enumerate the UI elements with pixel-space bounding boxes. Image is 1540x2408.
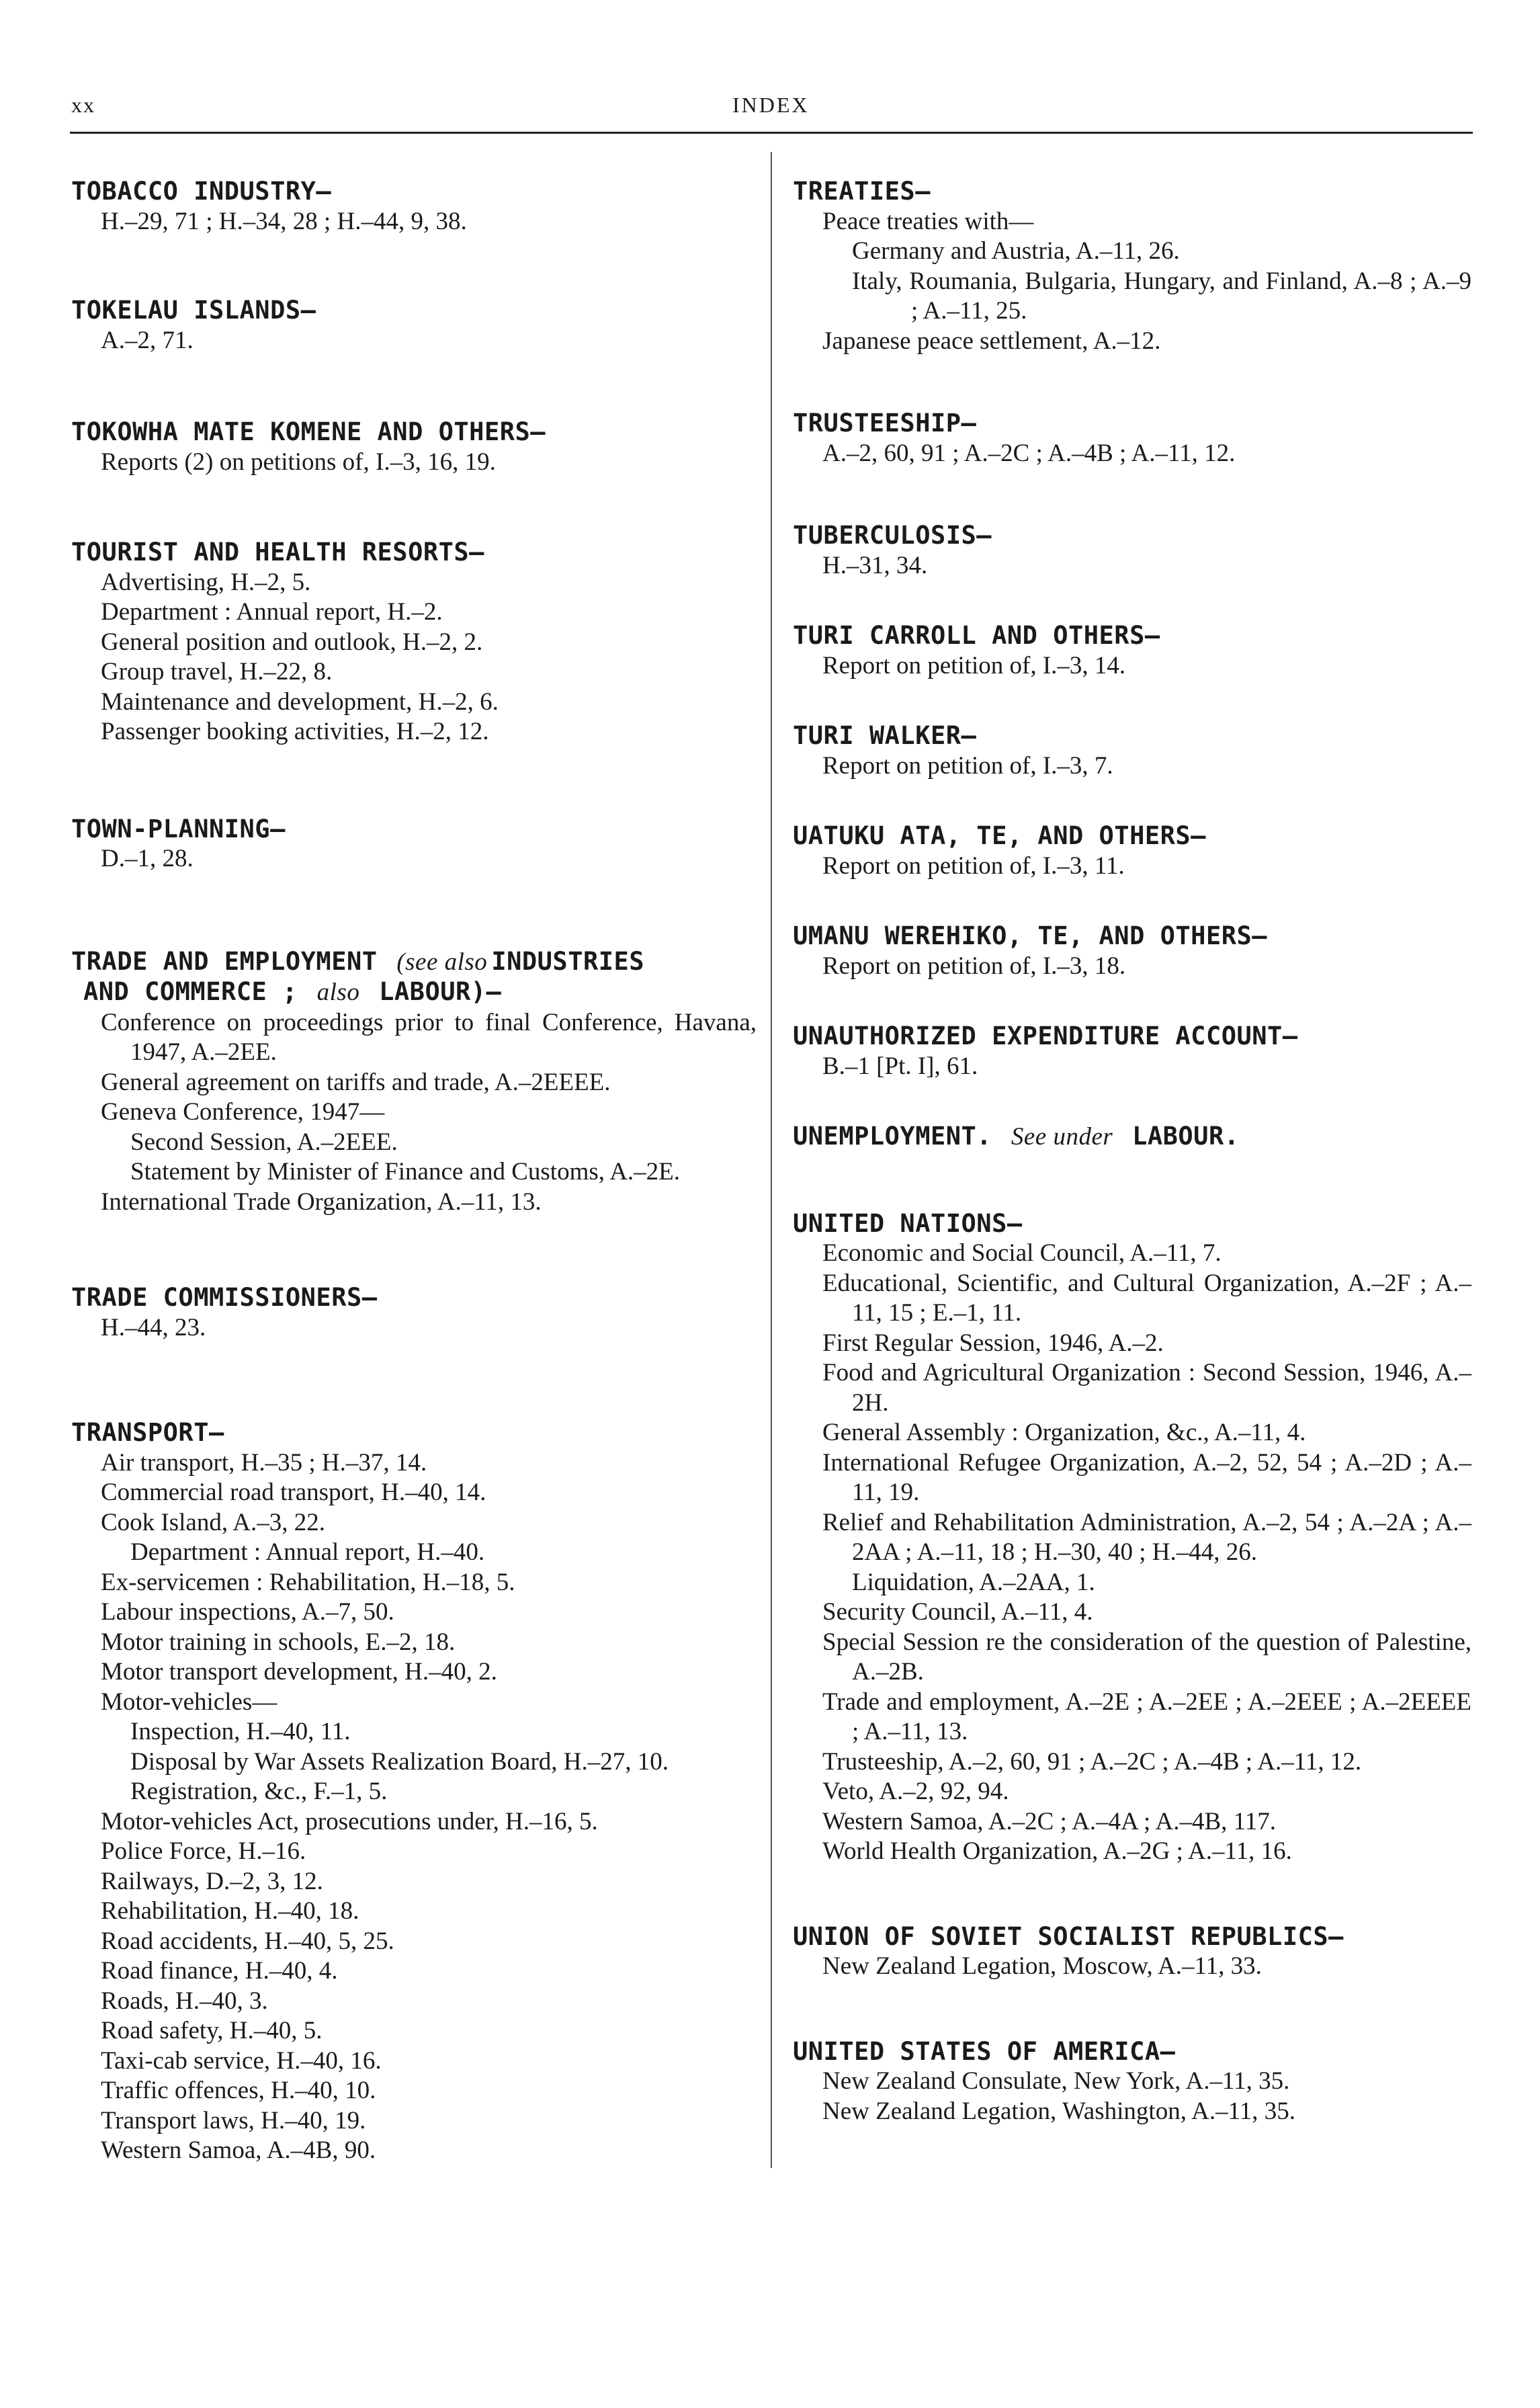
entry-heading: UNITED STATES OF AMERICA— <box>793 2036 1176 2066</box>
index-entry <box>71 1283 757 1343</box>
entry-line: Group travel, H.–22, 8. <box>101 658 333 686</box>
entry-line: A.–2, 71. <box>101 326 194 354</box>
entry-line: Police Force, H.–16. <box>101 1837 306 1865</box>
entry-line: General Assembly : Organization, &c., A.–11, 4. <box>822 1419 1306 1446</box>
entry-heading: TOWN-PLANNING— <box>71 814 286 843</box>
entry-line: Western Samoa, A.–2C ; A.–4A ; A.–4B, 117. <box>822 1807 1277 1835</box>
entry-heading: UNAUTHORIZED EXPENDITURE ACCOUNT— <box>793 1022 1298 1050</box>
index-entry <box>793 1022 1471 1081</box>
entry-line: Commercial road transport, H.–40, 14. <box>101 1479 486 1506</box>
also-label: also <box>316 979 360 1006</box>
entry-line: Road finance, H.–40, 4. <box>101 1957 338 1985</box>
index-entry <box>793 409 1471 468</box>
entry-line: Maintenance and development, H.–2, 6. <box>101 688 499 716</box>
entry-line: Registration, &c., F.–1, 5. <box>130 1778 388 1805</box>
index-entry <box>793 177 1471 356</box>
heading-part: INDUSTRIES <box>491 946 645 976</box>
entry-line: Special Session re the consideration of the question of Palestine, A.–2B. <box>822 1628 1471 1686</box>
entry-line: Food and Agricultural Organization : Second Session, 1946, A.–2H. <box>822 1359 1471 1417</box>
entry-heading <box>793 1122 1471 1153</box>
entry-line: Disposal by War Assets Realization Board, H.–27, 10. <box>130 1747 669 1776</box>
entry-line: Motor-vehicles— <box>101 1688 277 1716</box>
entry-line: Road safety, H.–40, 5. <box>101 2017 323 2044</box>
entry-heading: TREATIES— <box>793 177 931 206</box>
heading-part: LABOUR. <box>1132 1122 1240 1151</box>
entry-line: Germany and Austria, A.–11, 26. <box>852 237 1180 265</box>
entry-line: Railways, D.–2, 3, 12. <box>101 1867 323 1895</box>
entry-line: Western Samoa, A.–4B, 90. <box>101 2136 376 2164</box>
entry-line: Liquidation, A.–2AA, 1. <box>852 1568 1095 1596</box>
entry-heading: UNION OF SOVIET SOCIALIST REPUBLICS— <box>793 1921 1344 1951</box>
entry-line: H.–44, 23. <box>101 1313 206 1341</box>
index-entry <box>793 1922 1471 1982</box>
heading-part: LABOUR)— <box>379 977 502 1006</box>
index-entry <box>793 1122 1471 1153</box>
entry-heading: TRUSTEESHIP— <box>793 409 977 438</box>
entry-line: A.–2, 60, 91 ; A.–2C ; A.–4B ; A.–11, 12. <box>822 439 1236 467</box>
heading-part: TRADE AND EMPLOYMENT <box>71 946 378 976</box>
right-column <box>793 177 1471 2198</box>
entry-line: H.–29, 71 ; H.–34, 28 ; H.–44, 9, 38. <box>101 207 467 235</box>
entry-heading: TUBERCULOSIS— <box>793 521 992 550</box>
entry-line: Report on petition of, I.–3, 18. <box>822 952 1126 980</box>
entry-line: Italy, Roumania, Bulgaria, Hungary, and Finland, A.–8 ; A.–9 ; A.–11, 25. <box>852 267 1471 325</box>
header-rule <box>70 132 1473 134</box>
index-entry <box>793 1209 1471 1867</box>
entry-line: Report on petition of, I.–3, 11. <box>822 852 1125 880</box>
entry-line: Statement by Minister of Finance and Customs, A.–2E. <box>130 1158 681 1186</box>
index-entry <box>71 177 757 237</box>
entry-heading: TURI WALKER— <box>793 721 977 750</box>
entry-line: Economic and Social Council, A.–11, 7. <box>822 1239 1222 1267</box>
page-title: INDEX <box>732 93 810 117</box>
entry-line: Passenger booking activities, H.–2, 12. <box>101 718 489 745</box>
column-divider <box>771 152 772 2168</box>
index-entry <box>793 821 1471 881</box>
see-also-label: (see also <box>396 948 488 976</box>
index-entry <box>71 947 757 1218</box>
entry-line: Security Council, A.–11, 4. <box>822 1598 1093 1626</box>
index-entry <box>793 2037 1471 2127</box>
entry-heading: TOKOWHA MATE KOMENE AND OTHERS— <box>71 417 546 446</box>
entry-heading: UNITED NATIONS— <box>793 1208 1023 1238</box>
entry-line: Report on petition of, I.–3, 7. <box>822 751 1113 780</box>
entry-line: Japanese peace settlement, A.–12. <box>822 327 1161 355</box>
index-entry <box>793 921 1471 981</box>
index-entry <box>71 538 757 747</box>
entry-heading: TURI CARROLL AND OTHERS— <box>793 621 1160 650</box>
entry-line: Ex-servicemen : Rehabilitation, H.–18, 5. <box>101 1568 515 1596</box>
entry-heading-continued <box>71 977 757 1008</box>
index-entry <box>71 815 757 874</box>
entry-line: Rehabilitation, H.–40, 18. <box>101 1897 359 1925</box>
entry-line: Road accidents, H.–40, 5, 25. <box>101 1927 394 1955</box>
entry-line: General position and outlook, H.–2, 2. <box>101 628 483 656</box>
entry-line: Geneva Conference, 1947— <box>101 1098 385 1126</box>
entry-line: Second Session, A.–2EEE. <box>130 1128 398 1156</box>
heading-part: UNEMPLOYMENT. <box>793 1122 992 1151</box>
entry-line: H.–31, 34. <box>822 551 928 579</box>
index-entry <box>793 621 1471 681</box>
entry-heading: TRADE COMMISSIONERS— <box>71 1283 378 1312</box>
entry-line: B.–1 [Pt. I], 61. <box>822 1052 978 1080</box>
entry-line: Advertising, H.–2, 5. <box>101 568 311 596</box>
entry-line: First Regular Session, 1946, A.–2. <box>822 1329 1164 1357</box>
entry-line: Trade and employment, A.–2E ; A.–2EE ; A.–2EEE ; A.–2EEEE ; A.–11, 13. <box>822 1688 1471 1745</box>
entry-line: Relief and Rehabilitation Administration, A.–2, 54 ; A.–2A ; A.–2AA ; A.–11, 18 ; H.–30, 40 ; H.–44, 26. <box>822 1508 1471 1566</box>
entry-heading: UMANU WEREHIKO, TE, AND OTHERS— <box>793 921 1268 950</box>
entry-line: Traffic offences, H.–40, 10. <box>101 2077 376 2104</box>
entry-line: Report on petition of, I.–3, 14. <box>822 651 1126 679</box>
entry-line: Department : Annual report, H.–2. <box>101 598 443 626</box>
page-number: xx <box>71 93 95 117</box>
entry-line: Educational, Scientific, and Cultural Organization, A.–2F ; A.–11, 15 ; E.–1, 11. <box>822 1269 1471 1327</box>
index-entry <box>793 721 1471 781</box>
entry-heading: TOURIST AND HEALTH RESORTS— <box>71 538 484 567</box>
entry-line: New Zealand Consulate, New York, A.–11, 35. <box>822 2067 1290 2095</box>
entry-heading: TOKELAU ISLANDS— <box>71 296 316 325</box>
entry-line: Labour inspections, A.–7, 50. <box>101 1598 394 1626</box>
entry-line: International Refugee Organization, A.–2, 52, 54 ; A.–2D ; A.–11, 19. <box>822 1448 1471 1506</box>
entry-line: Motor training in schools, E.–2, 18. <box>101 1628 456 1656</box>
entry-heading: UATUKU ATA, TE, AND OTHERS— <box>793 821 1206 850</box>
entry-heading <box>71 947 757 978</box>
entry-line: Air transport, H.–35 ; H.–37, 14. <box>101 1448 427 1477</box>
entry-line: Transport laws, H.–40, 19. <box>101 2106 366 2134</box>
entry-line: Reports (2) on petitions of, I.–3, 16, 19. <box>101 448 496 476</box>
entry-heading: TRANSPORT— <box>71 1418 224 1447</box>
index-entry <box>793 521 1471 581</box>
left-column <box>71 177 757 2237</box>
entry-line: Motor-vehicles Act, prosecutions under, H.–16, 5. <box>101 1807 598 1835</box>
entry-line: Motor transport development, H.–40, 2. <box>101 1658 497 1686</box>
entry-line: Roads, H.–40, 3. <box>101 1987 268 2015</box>
index-entry <box>71 296 757 356</box>
entry-line: Inspection, H.–40, 11. <box>130 1718 351 1745</box>
entry-line: General agreement on tariffs and trade, A.–2EEEE. <box>101 1068 611 1096</box>
entry-heading: TOBACCO INDUSTRY— <box>71 177 332 206</box>
entry-line: Trusteeship, A.–2, 60, 91 ; A.–2C ; A.–4B ; A.–11, 12. <box>822 1747 1362 1776</box>
index-entry <box>71 1418 757 2166</box>
heading-part: AND COMMERCE ; <box>83 977 298 1006</box>
entry-line: New Zealand Legation, Washington, A.–11, 35. <box>822 2097 1295 2125</box>
entry-line: D.–1, 28. <box>101 845 194 872</box>
entry-line: Taxi-cab service, H.–40, 16. <box>101 2046 382 2075</box>
entry-line: World Health Organization, A.–2G ; A.–11, 16. <box>822 1837 1292 1865</box>
entry-line: International Trade Organization, A.–11, 13. <box>101 1188 542 1216</box>
entry-line: Peace treaties with— <box>822 207 1034 235</box>
entry-line: Conference on proceedings prior to final Conference, Havana, 1947, A.–2EE. <box>101 1008 757 1066</box>
entry-line: Department : Annual report, H.–40. <box>130 1538 485 1566</box>
index-entry <box>71 417 757 477</box>
see-under-label: See under <box>1011 1123 1113 1151</box>
entry-line: Veto, A.–2, 92, 94. <box>822 1778 1009 1805</box>
entry-line: New Zealand Legation, Moscow, A.–11, 33. <box>822 1952 1262 1980</box>
entry-line: Cook Island, A.–3, 22. <box>101 1508 326 1536</box>
